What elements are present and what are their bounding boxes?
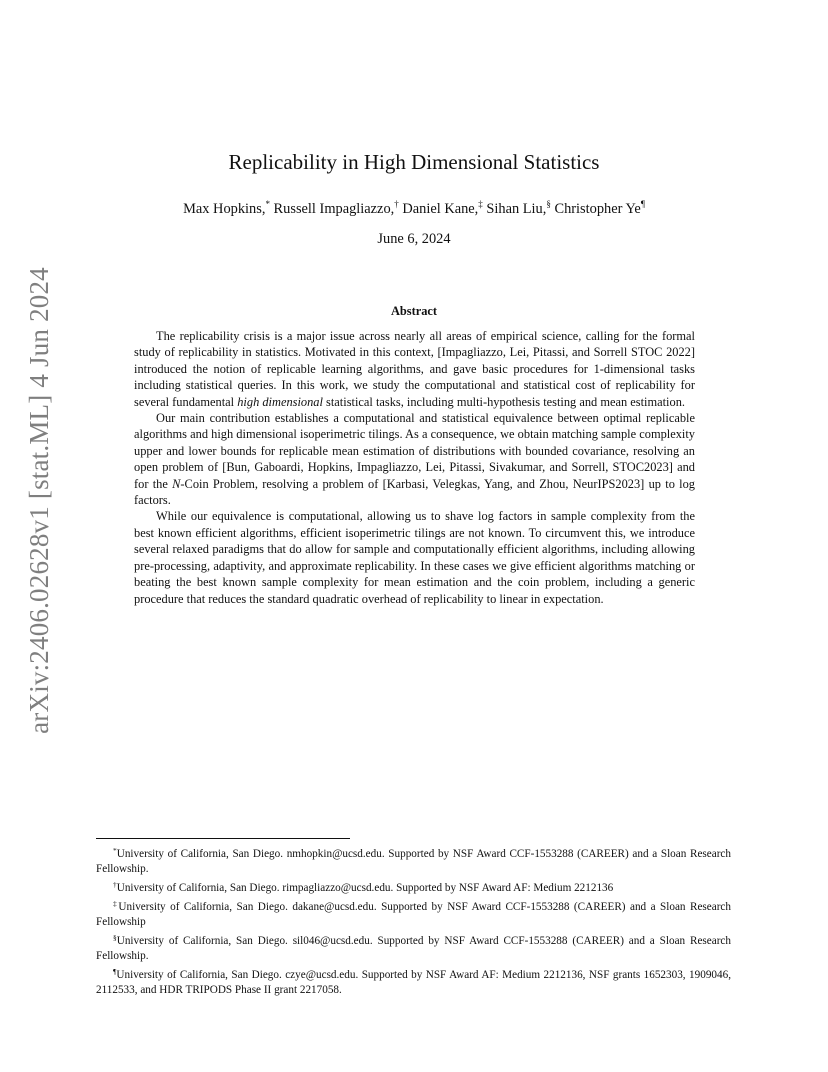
author-name: Max Hopkins, [183, 201, 266, 217]
publication-date: June 6, 2024 [377, 231, 451, 247]
abstract-paragraph [134, 328, 695, 410]
footnote-text: University of California, San Diego. nmhopkin@ucsd.edu. Supported by NSF Award CCF-1553288 (CAREER) and a Sloan Research Fellowship. [96, 848, 731, 875]
abstract-paragraph: While our equivalence is computational, allowing us to shave log factors in sample complexity from the best known efficient algorithms, efficient isoperimetric tilings are not known. To circumvent this, we introduce several relaxed paradigms that do allow for sample and computationally efficient algorithms, including allowing pre-processing, adaptivity, and approximate replicability. In these cases we give efficient algorithms matching or beating the best known sample complexity for mean estimation and the coin problem, including a generic procedure that reduces the standard quadratic overhead of replicability to linear in expectation. [134, 509, 695, 606]
abstract-text: statistical tasks, including multi-hypothesis testing and mean estimation. [326, 394, 685, 409]
footnote-rule [96, 838, 350, 839]
abstract-body [134, 328, 695, 607]
abstract-text: -Coin Problem, resolving a problem of [Karbasi, Velegkas, Yang, and Zhou, NeurIPS2023] up to log factors. [134, 476, 695, 508]
footnote [96, 896, 731, 930]
abstract-text: Our main contribution establishes a computational and statistical equivalence between optimal replicable algorithms and high dimensional isoperimetric tilings. As a consequence, we obtain matching sample complexity upper and lower bounds for replicable mean estimation of distributions with bounded covariance, resolving an open problem of [Bun, Gaboardi, Hopkins, Impagliazzo, Lei, Pitassi, Sivakumar, and Sorrell, STOC2023] and for the [134, 411, 695, 491]
author-name: Sihan Liu, [486, 201, 547, 217]
abstract-heading: Abstract [390, 304, 438, 318]
author-affiliation-mark: ‡ [478, 199, 483, 209]
author-affiliation-mark: † [394, 199, 399, 209]
abstract-emphasis: high dimensional [237, 394, 323, 409]
footnote-mark: § [113, 933, 117, 942]
footnote [96, 877, 731, 896]
paper-title: Replicability in High Dimensional Statistics [228, 150, 600, 174]
footnote-text: University of California, San Diego. dakane@ucsd.edu. Supported by NSF Award CCF-1553288 (CAREER) and a Sloan Research Fellowship [96, 901, 731, 928]
footnote [96, 843, 731, 877]
footnote-text: University of California, San Diego. czye@ucsd.edu. Supported by NSF Award AF: Medium 2212136, NSF grants 1652303, 1909046, 2112533, and HDR TRIPODS Phase II grant 2217058. [96, 969, 731, 996]
footnote-mark: * [113, 846, 117, 855]
footnote [96, 964, 731, 998]
footnotes [96, 843, 731, 998]
footnote-mark: ¶ [113, 967, 117, 976]
footnote [96, 930, 731, 964]
arxiv-identifier: arXiv:2406.02628v1 [stat.ML] 4 Jun 2024 [23, 266, 54, 734]
author-affiliation-mark: ¶ [640, 199, 645, 209]
author-name: Russell Impagliazzo, [273, 201, 395, 217]
author-name: Christopher Ye [554, 201, 641, 217]
footnote-text: University of California, San Diego. rimpagliazzo@ucsd.edu. Supported by NSF Award AF: Medium 2212136 [116, 882, 614, 894]
arxiv-watermark [21, 263, 57, 737]
abstract-text: The replicability crisis is a major issue across nearly all areas of empirical science, calling for the formal study of replicability in statistics. Motivated in this context, [Impagliazzo, Lei, Pitassi, and Sorrell STOC 2022] introduced the notion of replicable learning algorithms, and gave basic procedures for 1-dimensional tasks including statistical queries. In this work, we study the computational and statistical cost of replicability for several fundamental [134, 329, 695, 409]
footnote-text: University of California, San Diego. sil046@ucsd.edu. Supported by NSF Award CCF-1553288 (CAREER) and a Sloan Research Fellowship. [96, 935, 731, 962]
author-list [0, 199, 828, 218]
abstract-emphasis: N [172, 476, 181, 491]
author-affiliation-mark: * [265, 199, 270, 209]
abstract-paragraph [134, 410, 695, 508]
footnote-mark: ‡ [113, 899, 119, 908]
footnote-mark: † [113, 880, 117, 889]
author-affiliation-mark: § [546, 199, 551, 209]
author-name: Daniel Kane, [402, 201, 479, 217]
